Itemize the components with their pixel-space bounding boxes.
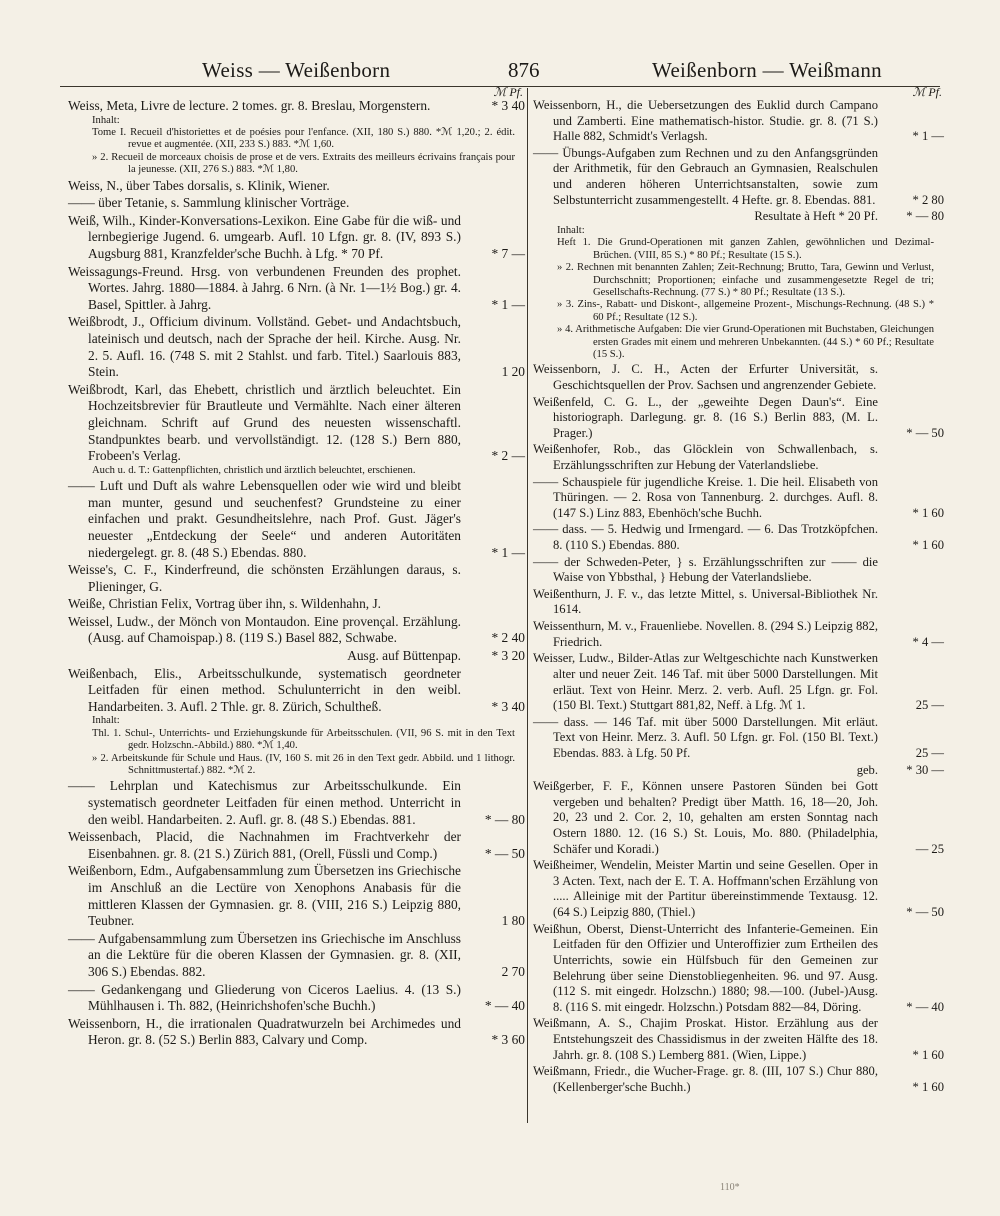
entry-text: Weisser, Ludw., Bilder-Atlas zur Weltgeschichte nach Kunstwerken alter und neuer Zeit. 146 Taf. mit über 5000 Darstellungen. Mit erläut. Text von Heinr. Merz. 2. verb. Aufl. 25 Lfgn. gr. Fol. (150 Bl. Text.) Stuttgart 881,82, Neff. à Lfg. ℳ 1. xyxy=(533,651,878,713)
entry-price: 1 20 xyxy=(501,364,525,380)
catalog-entry xyxy=(68,863,525,929)
catalog-entry xyxy=(533,442,938,473)
catalog-entry xyxy=(68,98,525,115)
catalog-entry xyxy=(533,98,944,145)
entry-text: Weissenborn, H., die Uebersetzungen des Euklid durch Campano und Zamberti. Eine mathematisch-histor. Studie. gr. 8. (71 S.) Halle 882, Schmidt's Verlagsh. xyxy=(533,98,878,144)
contents-heading: Inhalt: xyxy=(92,715,120,727)
entry-text: Weißbrodt, J., Officium divinum. Vollständ. Gebet- und Andachtsbuch, lateinisch und deutsch, nach der Sprache der heil. Kirche. Ausg. Nr. 2. 5. Aufl. 16. (748 S. mit 2 Stahlst. und farb. Titel.) Saarlouis 883, Stein. xyxy=(68,314,461,380)
catalog-entry xyxy=(68,478,525,561)
entry-text: Weisse's, C. F., Kinderfreund, die schönsten Erzählungen daraus, s. Plieninger, G. xyxy=(68,562,461,594)
header-left-catchword: Weiss — Weißenborn xyxy=(202,58,391,82)
catalog-entry xyxy=(68,195,519,212)
entry-text: Weißhun, Oberst, Dienst-Unterricht des Infanterie-Gemeinen. Ein Leitfaden für den Offizier und Unteroffizier zum Ertheilen des Unterrichts, sowie ein Hülfsbuch für den Gemeinen zur Belehrung über seine Dienstobliegenheiten. 96. und 97. Ausg. (112 S. mit eingedr. Holzschn.) 1880; 98.—100. (Jubel-)Ausg. 8. (116 S. mit eingedr. Holzschn.) Potsdam 882—84, Döring. xyxy=(533,921,878,1014)
contents-item: » 2. Recueil de morceaux choisis de prose et de vers. Extraits des meilleurs écrivains français pour la jeunesse. (XII, 276 S.) 883. *ℳ 1,80. xyxy=(92,151,515,176)
left-column xyxy=(68,85,525,1049)
catalog-entry xyxy=(68,596,519,613)
catalog-entry xyxy=(68,314,525,380)
page-number: 876 xyxy=(508,58,540,82)
entry-text: Weiß, Wilh., Kinder-Konversations-Lexikon. Eine Gabe für die wiß- und lernbegierige Jugend. 6. umgearb. Aufl. 10 Lfgn. gr. 8. (IV, 893 S.) Augsburg 881, Kranzfelder'sche Buchh. à Lfg. * 70 Pf. xyxy=(68,212,461,261)
entry-text: Weissenbach, Placid, die Nachnahmen im Frachtverkehr der Eisenbahnen. gr. 8. (21 S.) Zürich 881, (Orell, Füssli und Comp.) xyxy=(68,829,461,861)
entry-price: * 3 60 xyxy=(491,1032,525,1048)
entry-text: Weissenthurn, M. v., Frauenliebe. Novellen. 8. (294 S.) Leipzig 882, Friedrich. xyxy=(533,619,878,649)
catalog-entry xyxy=(533,1016,944,1063)
entry-price: * — 50 xyxy=(484,845,525,861)
entry-text: Weißenborn, Edm., Aufgabensammlung zum Übersetzen ins Griechische im Anschluß an die Lectüre von Xenophons Anabasis für die mittleren Klassen der Gymnasien. gr. 8. (VIII, 216 S.) Leipzig 880, Teubner. xyxy=(68,863,461,929)
entry-text: Resultate à Heft * 20 Pf. xyxy=(754,209,878,224)
entry-text: geb. xyxy=(856,762,878,777)
catalog-entry xyxy=(533,394,944,442)
entry-price: 2 70 xyxy=(501,964,525,979)
contents-item: » 2. Arbeitskunde für Schule und Haus. (IV, 160 S. mit 26 in den Text gedr. Abbild. und 1 lithogr. Schnittmustertaf.) 882. *ℳ 2. xyxy=(92,752,515,777)
entry-text: Weiss, Meta, Livre de lecture. 2 tomes. gr. 8. Breslau, Morgenstern. xyxy=(68,98,431,113)
entry-price: * 2 80 xyxy=(912,192,944,207)
catalog-entry xyxy=(68,178,519,195)
catalog-entry xyxy=(533,714,944,762)
catalog-entry xyxy=(533,1064,944,1095)
right-column xyxy=(533,85,944,1095)
contents-item: Tome I. Recueil d'historiettes et de poésies pour l'enfance. (XII, 180 S.) 880. *ℳ 1,20.; 2. édit. revue et augmentée. (XII, 233 S.) 883. *ℳ 1,60. xyxy=(92,127,515,151)
entry-price: * 3 40 xyxy=(491,98,525,113)
entry-text: Ausg. auf Büttenpap. xyxy=(347,648,461,664)
catalog-entry xyxy=(533,209,944,225)
contents-item: Thl. 1. Schul-, Unterrichts- und Erziehungskunde für Arbeitsschulen. (VII, 96 S. mit in den Text gedr. Holzschn.-Abbild.) 880. *ℳ 1,40. xyxy=(92,727,515,752)
entry-price: * — 50 xyxy=(906,425,944,440)
entry-text: Weißenhofer, Rob., das Glöcklein von Schwallenbach, s. Erzählungsschriften zur Hebung der Vaterlandsliebe. xyxy=(533,442,878,472)
printer-mark: 110* xyxy=(720,1182,740,1193)
entry-text: —— dass. — 5. Hedwig und Irmengard. — 6. Das Trotzköpfchen. 8. (110 S.) Ebendas. 880. xyxy=(533,522,878,553)
entry-price: * 1 60 xyxy=(912,1079,944,1094)
catalog-entry xyxy=(533,779,944,857)
entry-text: —— über Tetanie, s. Sammlung klinischer Vorträge. xyxy=(68,195,350,211)
catalog-entry xyxy=(68,1015,525,1049)
entry-text: —— Lehrplan und Katechismus zur Arbeitsschulkunde. Ein systematisch geordneter Leitfaden für einen method. Unterricht in den weibl. Handarbeiten. 2. Aufl. gr. 8. (48 S.) Ebendas. 881. xyxy=(68,778,461,827)
entry-price: * 1 — xyxy=(912,129,944,144)
contents-item: » 2. Rechnen mit benannten Zahlen; Zeit-Rechnung; Brutto, Tara, Gewinn und Verlust, Durchschnitt; Proportionen; einfache und zusammengesetzte Regel de tri; Gesellschafts-Rechnung. (77 S.) * 80 Pf.; Resultate (13 S.). xyxy=(557,262,934,298)
catalog-entry xyxy=(68,648,525,665)
contents-heading: Inhalt: xyxy=(92,114,120,126)
entry-price: 25 — xyxy=(915,698,944,713)
catalog-entry xyxy=(68,930,525,981)
contents-item: » 4. Arithmetische Aufgaben: Die vier Grund-Operationen mit Buchstaben, Gleichungen ersten Grades mit einem und mehreren Unbekannten. (44 S.) * 60 Pf.; Resultate (15 S.). xyxy=(557,324,934,360)
entry-text: Weißmann, Friedr., die Wucher-Frage. gr. 8. (III, 107 S.) Chur 880, (Kellenberger'sche Buchh.) xyxy=(533,1064,878,1094)
catalog-entry xyxy=(68,212,525,263)
header-right-catchword: Weißenborn — Weißmann xyxy=(652,58,882,82)
entry-price: * 1 60 xyxy=(912,505,944,520)
entry-text: Weissagungs-Freund. Hrsg. von verbundenen Freunden des prophet. Wortes. Jahrg. 1880—1884. à Jahrg. 6 Nrn. (à Nr. 1—1½ Bog.) gr. 4. Basel, Spittler. à Jahrg. xyxy=(68,263,461,312)
contents-item: Heft 1. Die Grund-Operationen mit ganzen Zahlen, gewöhnlichen und Dezimal-Brüchen. (VIII, 85 S.) * 80 Pf.; Resultate (15 S.). xyxy=(557,237,934,261)
units-label-left: ℳ Pf. xyxy=(493,85,523,99)
catalog-entry xyxy=(533,362,938,393)
entry-text: Weißenthurn, J. F. v., das letzte Mittel, s. Universal-Bibliothek Nr. 1614. xyxy=(533,586,878,617)
catalog-entry xyxy=(533,651,944,713)
entry-price: 1 80 xyxy=(501,913,525,929)
entry-text: —— Übungs-Aufgaben zum Rechnen und zu den Anfangsgründen der Arithmetik, für den Gebrauch an Gymnasien, Realschulen und anderen höheren Unterrichtsanstalten, sowie zum Selbstunterricht zusammengestellt. 4 Hefte. gr. 8. Ebendas. 881. xyxy=(533,145,878,207)
catalog-entry xyxy=(68,778,525,828)
contents-item: » 3. Zins-, Rabatt- und Diskont-, allgemeine Prozent-, Mischungs-Rechnung. (48 S.) * 60 Pf.; Resultate (12 S.). xyxy=(557,299,934,323)
catalog-entry xyxy=(533,619,944,650)
entry-price: * — 40 xyxy=(906,999,944,1014)
catalog-entry xyxy=(533,921,944,1016)
entry-price: 25 — xyxy=(915,745,944,760)
entry-text: —— Schauspiele für jugendliche Kreise. 1. Die heil. Elisabeth von Thüringen. — 2. Rosa von Tannenburg. 2. durchges. Aufl. 8. (147 S.) Linz 883, Ebenhöch'sche Buchh. xyxy=(533,474,878,520)
entry-text: —— Gedankengang und Gliederung von Ciceros Laelius. 4. (13 S.) Mühlhausen i. Th. 882, (Heinrichshofen'sche Buchh.) xyxy=(68,981,461,1014)
contents-heading: Inhalt: xyxy=(557,224,585,236)
catalog-entry xyxy=(68,381,525,465)
catalog-entry xyxy=(68,613,525,647)
catalog-entry xyxy=(68,562,519,595)
entry-text: —— Aufgabensammlung zum Übersetzen ins Griechische im Anschluss an die Lektüre für die oberen Klassen der Gymnasien. gr. 8. (XII, 306 S.) Ebendas. 882. xyxy=(68,930,461,979)
entry-price: * 1 60 xyxy=(912,538,944,553)
entry-text: Weißmann, A. S., Chajim Proskat. Histor. Erzählung aus der Entstehungszeit des Chassidismus in der zweiten Hälfte des 18. Jahrh. gr. 8. (108 S.) Lemberg 881. (Wien, Lippe.) xyxy=(533,1016,878,1062)
entry-price: * — 50 xyxy=(906,905,944,920)
catalog-entry xyxy=(533,555,938,586)
entry-price: * — 80 xyxy=(906,209,944,224)
entry-text: Weiße, Christian Felix, Vortrag über ihn, s. Wildenhahn, J. xyxy=(68,596,382,612)
entry-price: * 2 — xyxy=(491,448,525,464)
entry-text: —— dass. — 146 Taf. mit über 5000 Darstellungen. Mit erläut. Text von Heinr. Merz. 3. Aufl. 50 Lfgn. gr. Fol. (150 Bl. Text.) Ebendas. 883. à Lfg. 50 Pf. xyxy=(533,714,878,760)
catalog-entry xyxy=(68,665,525,716)
catalog-entry xyxy=(533,858,944,920)
entry-text: Weiss, N., über Tabes dorsalis, s. Klinik, Wiener. xyxy=(68,177,330,193)
entry-text: Weissel, Ludw., der Mönch von Montaudon. Eine provençal. Erzählung. (Ausg. auf Chamoispap.) 8. (119 S.) Basel 882, Schwabe. xyxy=(68,613,461,646)
entry-price: * 7 — xyxy=(491,246,525,261)
column-divider xyxy=(527,88,528,1123)
entry-text: Weißbrodt, Karl, das Ehebett, christlich und ärztlich beleuchtet. Ein Hochzeitsbrevier für Brautleute und Vermählte. Nach einer älteren gleichnam. Schrift auf Grund des neuesten wissenschaftl. Standpunktes bearb. und vervollständigt. 12. (128 S.) Bern 880, Frobeen's Verlag. xyxy=(68,381,461,464)
units-label-right: ℳ Pf. xyxy=(912,85,942,99)
entry-price: * 2 40 xyxy=(491,630,525,646)
entry-text: Weißheimer, Wendelin, Meister Martin und seine Gesellen. Oper in 3 Acten. Text, nach der E. T. A. Hoffmann'schen Erzählung von ..... Alleinige mit der Partitur übereinstimmende Textausg. 12. (64 S.) Leipzig 880, (Thiel.) xyxy=(533,858,878,920)
catalog-entry xyxy=(533,474,944,522)
entry-price: * — 80 xyxy=(484,811,525,827)
catalog-entry xyxy=(533,145,944,208)
entry-text: Weißgerber, F. F., Können unsere Pastoren Sünden bei Gott vergeben und behalten? Predigt über Matth. 16, 18—20, Joh. 20, 23 und 2. Cor. 2, 10, gehalten am ersten Sonntag nach Ostern 1880. 12. (16 S.) St. Louis, Mo. 880. (Philadelphia, Schäfer und Koradi.) xyxy=(533,779,878,856)
entry-price: * 1 — xyxy=(491,296,525,312)
entry-price: * 3 40 xyxy=(491,698,525,714)
entry-price: * 1 — xyxy=(491,544,525,560)
entry-price: * 1 60 xyxy=(912,1047,944,1062)
entry-price: * 30 — xyxy=(906,762,944,777)
entry-price: — 25 xyxy=(915,841,944,856)
entry-text: —— Luft und Duft als wahre Lebensquellen oder wie wird und bleibt man munter, gesund und seuchenfest? Grundsteine zu einer einfachen und prakt. Gesundheitslehre, nach Prof. Gust. Jäger's neuester „Entdeckung der Seele“ und anderen Autoritäten niedergelegt. gr. 8. (48 S.) Ebendas. 880. xyxy=(68,478,461,560)
entry-price: * — 40 xyxy=(484,998,525,1014)
catalog-entry xyxy=(68,829,525,862)
catalog-entry xyxy=(533,522,944,553)
entry-text: Weißenbach, Elis., Arbeitsschulkunde, systematisch geordneter Leitfaden für einen method. Schulunterricht in den weibl. Handarbeiten. 3. Aufl. 2 Thle. gr. 8. Zürich, Schultheß. xyxy=(68,665,461,714)
entry-text: Weissenborn, H., die irrationalen Quadratwurzeln bei Archimedes und Heron. gr. 8. (52 S.) Berlin 883, Calvary und Comp. xyxy=(68,1015,461,1048)
entry-text: —— der Schweden-Peter, } s. Erzählungsschriften zur —— die Waise von Ybbsthal, } Hebung der Vaterlandsliebe. xyxy=(533,554,878,585)
entry-note: Auch u. d. T.: Gattenpflichten, christlich und ärztlich beleuchtet, erschienen. xyxy=(92,464,416,476)
catalog-entry xyxy=(533,587,938,618)
entry-text: Weißenfeld, C. G. L., der „geweihte Degen Daun's“. Eine historiograph. Darlegung. gr. 8. (16 S.) Berlin 883, (M. L. Prager.) xyxy=(533,394,878,440)
entry-price: * 4 — xyxy=(912,634,944,649)
catalog-entry xyxy=(68,263,525,314)
catalog-entry xyxy=(68,981,525,1015)
entry-text: Weissenborn, J. C. H., Acten der Erfurter Universität, s. Geschichtsquellen der Prov. Sachsen und angrenzender Gebiete. xyxy=(533,362,878,392)
running-header xyxy=(60,58,940,86)
catalog-entry xyxy=(533,762,944,779)
entry-price: * 3 20 xyxy=(491,648,525,664)
